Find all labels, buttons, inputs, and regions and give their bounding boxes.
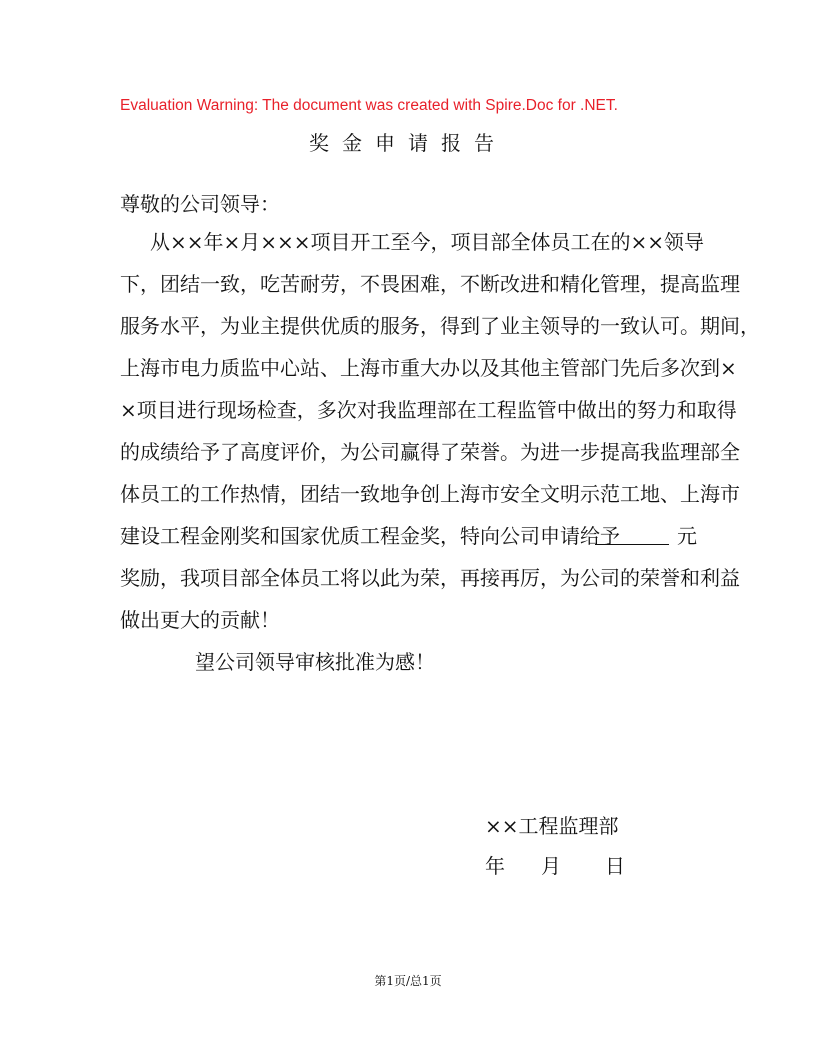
- amount-unit: 元: [677, 524, 697, 548]
- date-month: 月: [541, 854, 561, 878]
- amount-line: [120, 522, 697, 550]
- page-footer: 第1页/总1页: [374, 974, 442, 988]
- date-year: 年: [485, 854, 505, 878]
- amount-blank: [595, 526, 669, 545]
- body-line: 下，团结一致，吃苦耐劳，不畏困难，不断改进和精化管理，提高监理: [120, 272, 740, 296]
- closing-line: 望公司领导审核批准为感！: [195, 650, 435, 674]
- document-title: 奖金申请报告: [309, 131, 507, 155]
- body-line: 的成绩给予了高度评价，为公司赢得了荣誉。为进一步提高我监理部全: [120, 440, 740, 464]
- signature: ××工程监理部: [485, 814, 619, 838]
- amount-line-text: 建设工程金刚奖和国家优质工程金奖，特向公司申请给予: [120, 524, 620, 548]
- body-line: 从××年×月×××项目开工至今，项目部全体员工在的××领导: [150, 230, 705, 254]
- body-line: 做出更大的贡献！: [120, 608, 280, 632]
- date-day: 日: [605, 854, 625, 878]
- body-line: 奖励，我项目部全体员工将以此为荣，再接再厉，为公司的荣誉和利益: [120, 566, 740, 590]
- evaluation-warning: Evaluation Warning: The document was created with Spire.Doc for .NET.: [120, 97, 618, 114]
- body-line: 体员工的工作热情，团结一致地争创上海市安全文明示范工地、上海市: [120, 482, 740, 506]
- body-line: 上海市电力质监中心站、上海市重大办以及其他主管部门先后多次到×: [120, 356, 737, 380]
- salutation: 尊敬的公司领导：: [120, 192, 280, 216]
- body-line: ×项目进行现场检查，多次对我监理部在工程监管中做出的努力和取得: [120, 398, 737, 422]
- body-line: 服务水平，为业主提供优质的服务，得到了业主领导的一致认可。期间，: [120, 314, 760, 338]
